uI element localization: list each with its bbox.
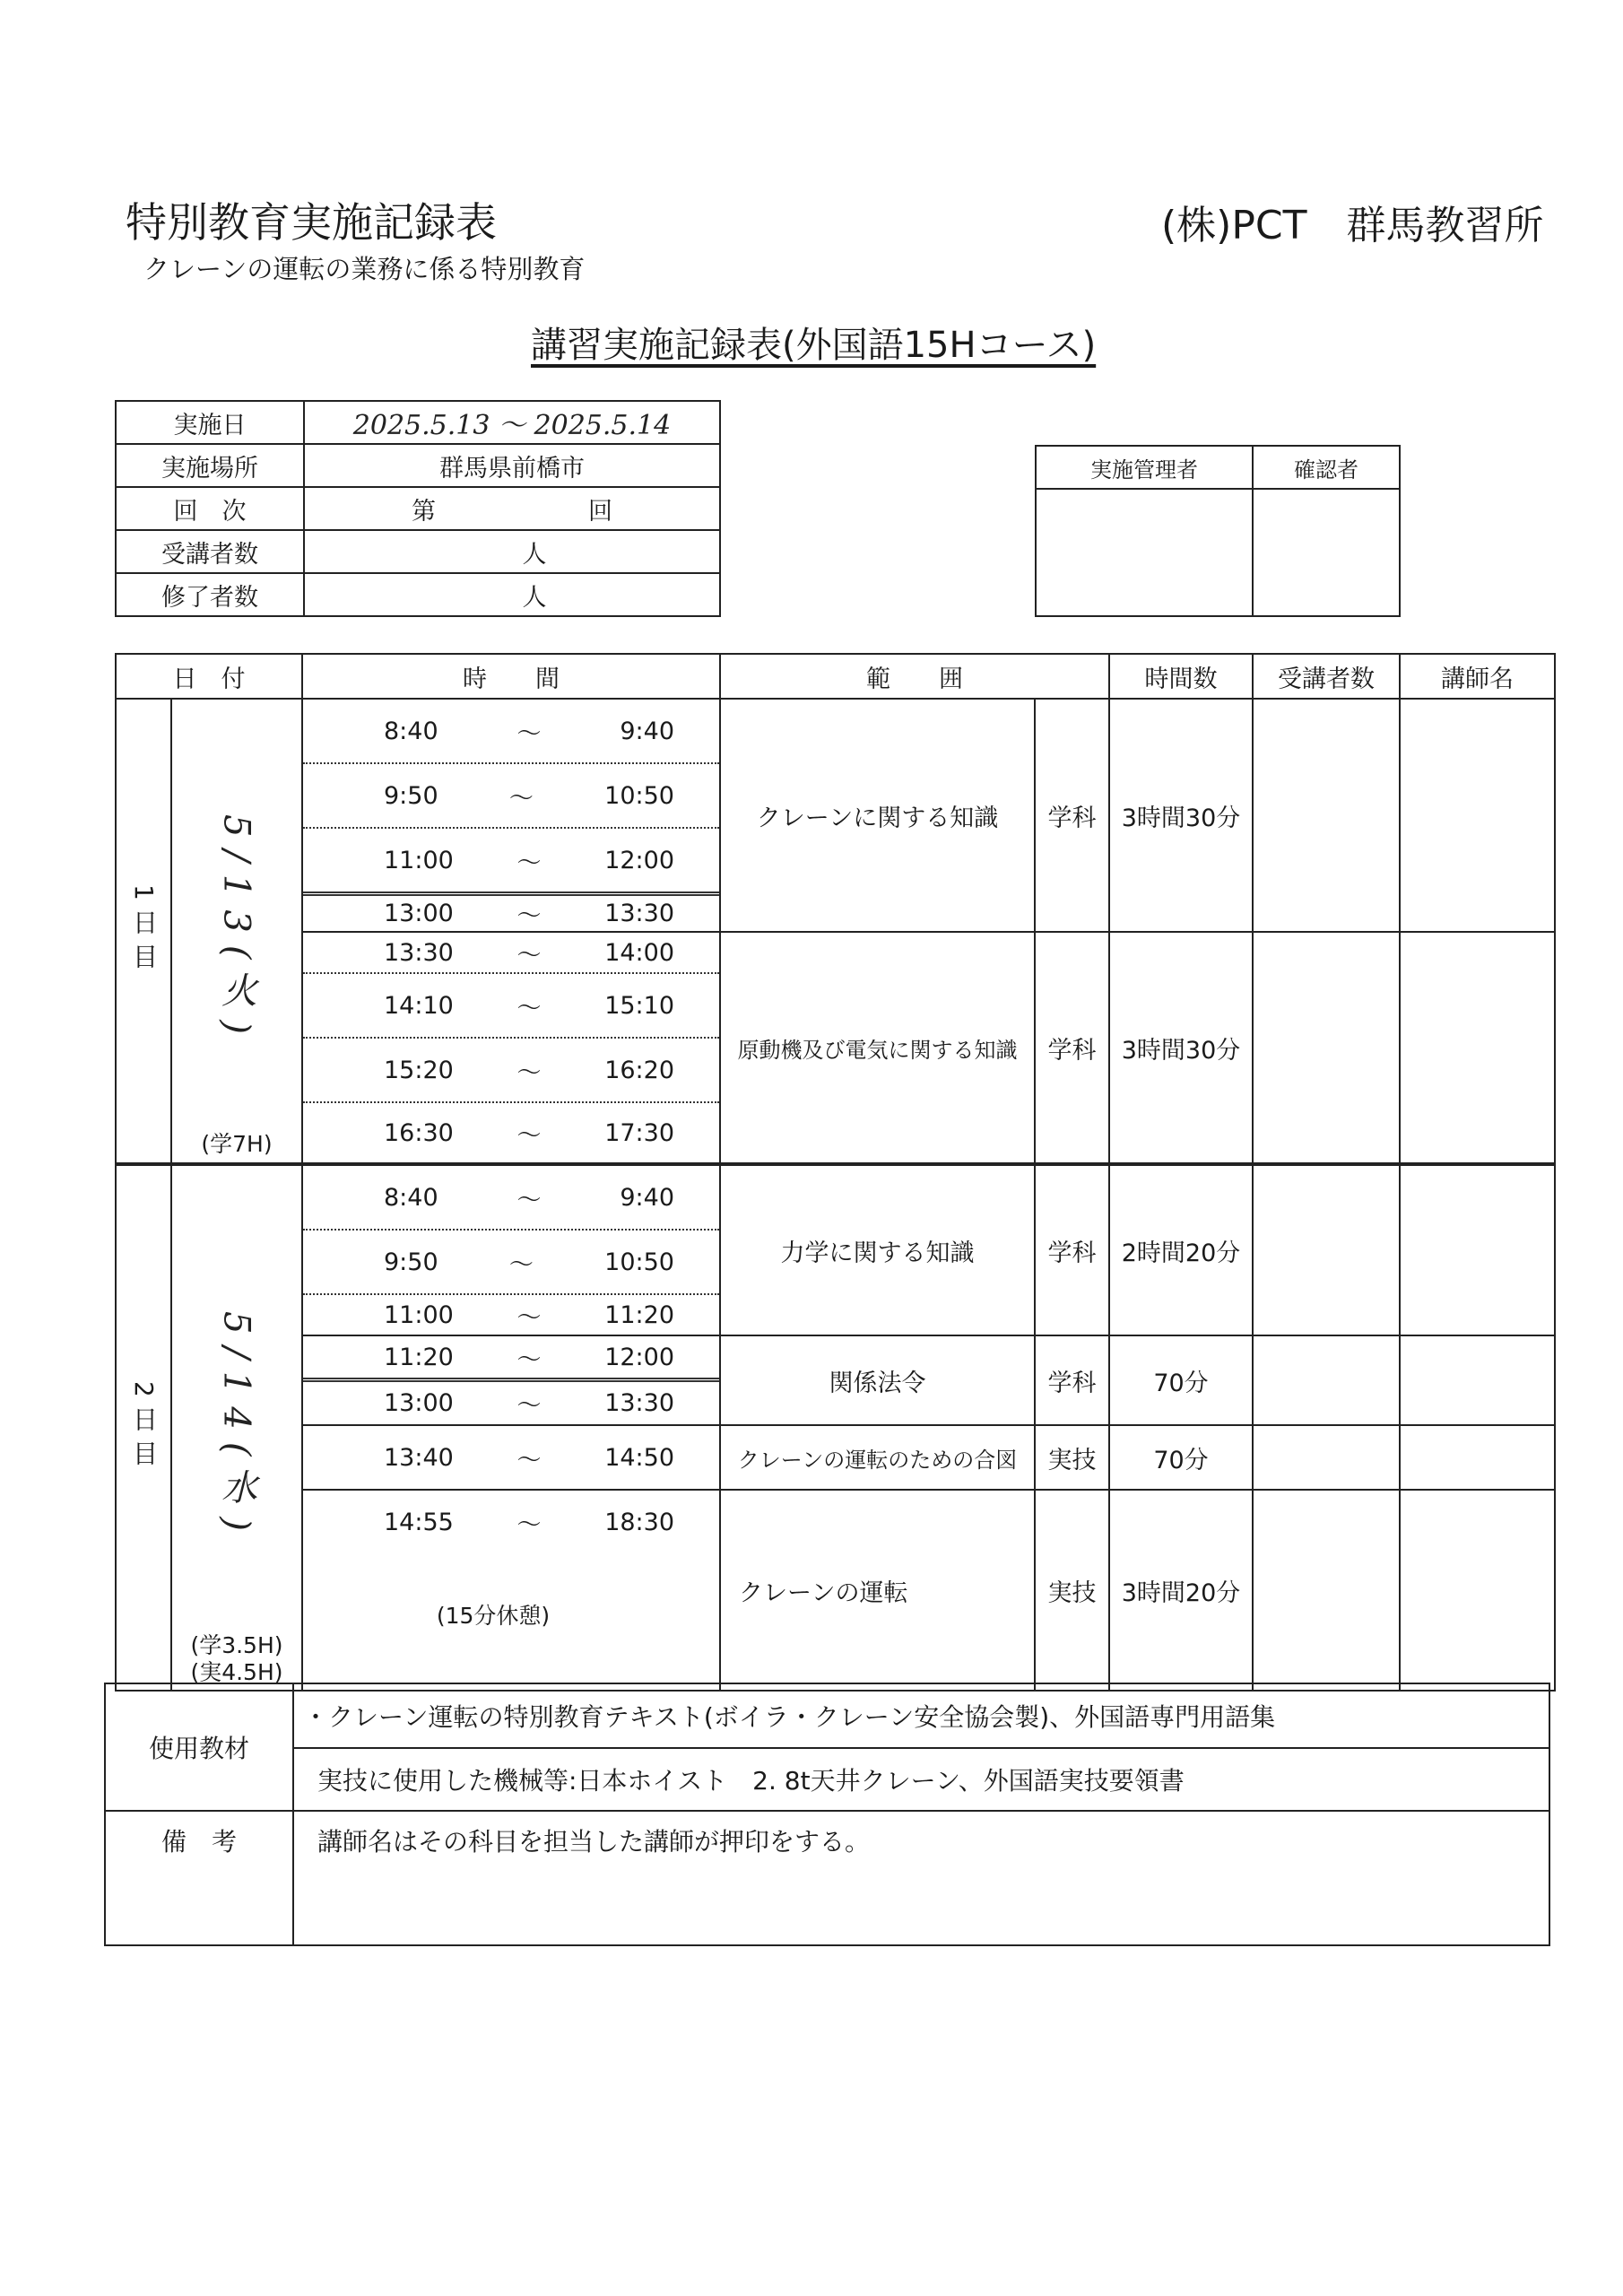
day2-subject-1: 力学に関する知識	[720, 1164, 1035, 1335]
course-title: 講習実施記録表(外国語15Hコース)	[531, 325, 1097, 366]
day2-times-a: 8:40 ～ 9:40 9:50 ～ 10:50 11:00 ～ 11:20	[302, 1164, 720, 1335]
day2-row-a	[116, 1164, 1555, 1335]
materials-row-1	[105, 1683, 1549, 1748]
day1-hours-2: 3時間30分	[1109, 932, 1253, 1164]
header-time: 時 間	[302, 654, 720, 699]
manager-seal	[1036, 489, 1253, 616]
day2-subject-4: クレーンの運転	[720, 1490, 1035, 1691]
info-table	[115, 400, 721, 617]
completed-label: 修了者数	[116, 573, 304, 616]
day2-subject-3: クレーンの運転のための合図	[720, 1425, 1035, 1490]
day2-type-4: 実技	[1035, 1490, 1109, 1691]
info-row-place	[116, 444, 720, 487]
manager-label: 実施管理者	[1036, 446, 1253, 489]
day2-attendees-4	[1253, 1490, 1400, 1691]
place-label: 実施場所	[116, 444, 304, 487]
day2-hours-4: 3時間20分	[1109, 1490, 1253, 1691]
confirmer-seal	[1253, 489, 1400, 616]
date-value: 2025.5.13 ～ 2025.5.14	[304, 401, 720, 444]
day2-times-b: 11:20 ～ 12:00 13:00 ～ 13:30	[302, 1335, 720, 1425]
day2-instructor-4	[1400, 1490, 1555, 1691]
attendees-label: 受講者数	[116, 530, 304, 573]
day2-label: 2日目	[116, 1164, 171, 1691]
day2-type-3: 実技	[1035, 1425, 1109, 1490]
materials-line-1: ・クレーン運転の特別教育テキスト(ボイラ・クレーン安全協会製)、外国語専門用語集	[293, 1683, 1549, 1748]
header-instructor: 講師名	[1400, 654, 1555, 699]
day2-subject-2: 関係法令	[720, 1335, 1035, 1425]
day1-row-b	[116, 932, 1555, 1164]
place-value: 群馬県前橋市	[304, 444, 720, 487]
day2-date: 5/14(水) (学3.5H) (実4.5H)	[171, 1164, 302, 1691]
completed-value: 人	[304, 573, 720, 616]
signature-table	[1035, 445, 1401, 617]
schedule-table	[115, 653, 1556, 1692]
materials-line-2: 実技に使用した機械等:日本ホイスト 2. 8t天井クレーン、外国語実技要領書	[293, 1748, 1549, 1811]
day2-type-1: 学科	[1035, 1164, 1109, 1335]
day1-hours-1: 3時間30分	[1109, 699, 1253, 932]
day2-hours-2: 70分	[1109, 1335, 1253, 1425]
day2-instructor-2	[1400, 1335, 1555, 1425]
materials-row-2	[105, 1748, 1549, 1811]
day1-type-1: 学科	[1035, 699, 1109, 932]
day1-instructor-2	[1400, 932, 1555, 1164]
day1-attendees-2	[1253, 932, 1400, 1164]
footer-table	[104, 1683, 1550, 1946]
remarks-row	[105, 1811, 1549, 1945]
date-label: 実施日	[116, 401, 304, 444]
remarks-label: 備 考	[105, 1811, 293, 1945]
info-row-session	[116, 487, 720, 530]
header-date: 日 付	[116, 654, 302, 699]
header-scope: 範 囲	[720, 654, 1109, 699]
remarks-text: 講師名はその科目を担当した講師が押印をする。	[293, 1811, 1549, 1945]
day1-type-2: 学科	[1035, 932, 1109, 1164]
day2-attendees-3	[1253, 1425, 1400, 1490]
day1-instructor-1	[1400, 699, 1555, 932]
confirmer-label: 確認者	[1253, 446, 1400, 489]
day2-instructor-3	[1400, 1425, 1555, 1490]
day2-attendees-1	[1253, 1164, 1400, 1335]
session-value: 第 回	[304, 487, 720, 530]
day2-hours-3: 70分	[1109, 1425, 1253, 1490]
day1-label: 1日目	[116, 699, 171, 1164]
info-row-date	[116, 401, 720, 444]
header-attendees: 受講者数	[1253, 654, 1400, 699]
header-hours: 時間数	[1109, 654, 1253, 699]
day1-attendees-1	[1253, 699, 1400, 932]
header-row	[116, 654, 1555, 699]
page-title: 特別教育実施記録表	[126, 198, 497, 247]
day2-attendees-2	[1253, 1335, 1400, 1425]
materials-label: 使用教材	[105, 1683, 293, 1811]
info-row-attendees	[116, 530, 720, 573]
day1-subject-2: 原動機及び電気に関する知識	[720, 932, 1035, 1164]
day2-row-d	[116, 1490, 1555, 1691]
day2-row-c	[116, 1425, 1555, 1490]
company-name: (株)PCT 群馬教習所	[1161, 203, 1544, 248]
page-subtitle: クレーンの運転の業務に係る特別教育	[143, 254, 586, 284]
day1-subject-1: クレーンに関する知識	[720, 699, 1035, 932]
session-label: 回 次	[116, 487, 304, 530]
day1-date: 5/13(火) (学7H)	[171, 699, 302, 1164]
day2-times-d: 14:55 ～ 18:30 (15分休憩)	[302, 1490, 720, 1691]
day2-instructor-1	[1400, 1164, 1555, 1335]
day1-times-b: 13:30 ～ 14:00 14:10 ～ 15:10 15:20 ～ 16:20 16:30 ～ 17:30	[302, 932, 720, 1164]
day1-row-a	[116, 699, 1555, 932]
attendees-value: 人	[304, 530, 720, 573]
day2-times-c: 13:40 ～ 14:50	[302, 1425, 720, 1490]
day2-row-b	[116, 1335, 1555, 1425]
info-row-completed	[116, 573, 720, 616]
day1-times-a: 8:40 ～ 9:40 9:50 ～ 10:50 11:00 ～ 12:00 13:00 ～ 13:30	[302, 699, 720, 932]
day2-hours-1: 2時間20分	[1109, 1164, 1253, 1335]
day2-type-2: 学科	[1035, 1335, 1109, 1425]
